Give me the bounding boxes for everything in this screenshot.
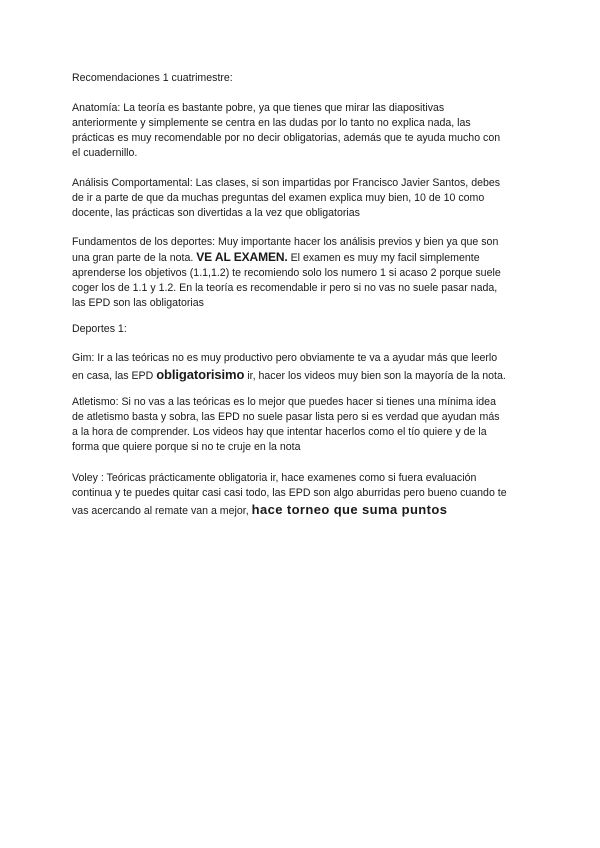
text-line: anteriormente y simplemente se centra en las dudas por lo tanto no explica nada, las <box>72 117 471 129</box>
text-line: Análisis Comportamental: Las clases, si son impartidas por Francisco Javier Santos, debes <box>72 177 501 189</box>
paragraph-anatomia <box>72 101 542 161</box>
text-line: en casa, las EPD obligatorisimo ir, hacer los videos muy bien son la mayoría de la nota. <box>72 367 506 382</box>
text-line: forma que quiere porque si no te cruje en la nota <box>72 441 301 453</box>
text-line: aprenderse los objetivos (1.1,1.2) te recomiendo solo los numero 1 si acaso 2 porque suele <box>72 267 501 279</box>
text-line: Voley : Teóricas prácticamente obligatoria ir, hace examenes como si fuera evaluación <box>72 472 477 484</box>
paragraph-fundamentos <box>72 235 542 311</box>
paragraph-analisis <box>72 176 542 221</box>
text-line: Atletismo: Si no vas a las teóricas es lo mejor que puedes hacer si tienes una mínima idea <box>72 396 496 408</box>
text-line: vas acercando al remate van a mejor, hace torneo que suma puntos <box>72 502 448 517</box>
document-title: Recomendaciones 1 cuatrimestre: <box>72 72 233 84</box>
text-line: las EPD son las obligatorias <box>72 297 204 309</box>
text-line: coger los de 1.1 y 1.2. En la teoría es recomendable ir pero si no vas no suele pasar nada, <box>72 282 498 294</box>
paragraph-atletismo <box>72 395 542 455</box>
paragraph-gim <box>72 351 542 384</box>
text-line: Gim: Ir a las teóricas no es muy productivo pero obviamente te va a ayudar más que leerlo <box>72 352 498 364</box>
paragraph-voley <box>72 471 542 519</box>
text-line: de atletismo basta y sobra, las EPD no suele pasar lista pero si es verdad que ayudan más <box>72 411 500 423</box>
bold-emphasis: obligatorisimo <box>156 367 245 382</box>
bold-emphasis: hace torneo que suma puntos <box>251 502 448 517</box>
text-line: una gran parte de la nota. VE AL EXAMEN. El examen es muy my facil simplemente <box>72 250 480 264</box>
text-line: Fundamentos de los deportes: Muy importante hacer los análisis previos y bien ya que son <box>72 236 499 248</box>
text-line: continua y te puedes quitar casi casi todo, las EPD son algo aburridas pero bueno cuando te <box>72 487 507 499</box>
text-line: a la hora de comprender. Los videos hay que intentar hacerlos como el tío quiere y de la <box>72 426 487 438</box>
text-line: docente, las prácticas son divertidas a la vez que obligatorias <box>72 207 360 219</box>
text-line: Anatomía: La teoría es bastante pobre, ya que tienes que mirar las diapositivas <box>72 102 445 114</box>
text-line: de ir a parte de que da muchas preguntas del examen explica muy bien, 10 de 10 como <box>72 192 485 204</box>
text-line: prácticas es muy recomendable por no decir obligatorias, además que te ayuda mucho con <box>72 132 501 144</box>
section-heading-deportes: Deportes 1: <box>72 323 127 335</box>
bold-emphasis: VE AL EXAMEN. <box>196 250 288 264</box>
text-line: el cuadernillo. <box>72 147 138 159</box>
